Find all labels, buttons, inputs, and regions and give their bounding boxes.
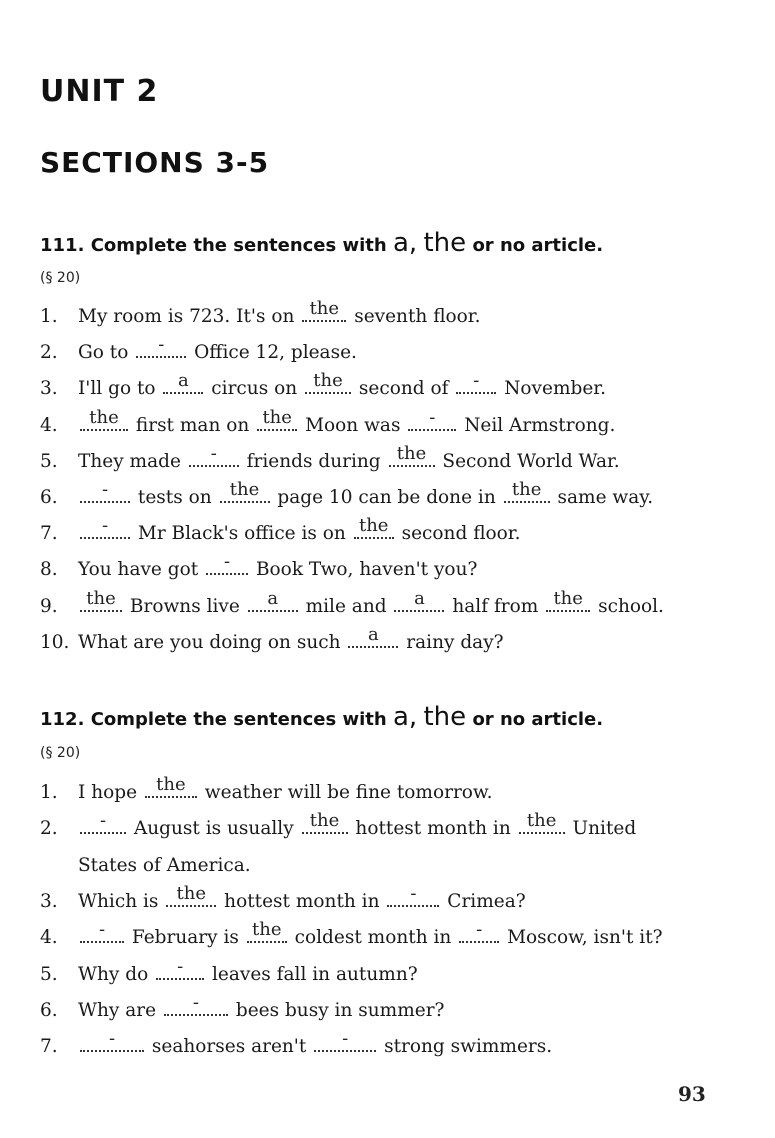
sentence-text: Why do: [78, 963, 155, 985]
handwritten-answer: the: [309, 810, 340, 832]
answer-blank[interactable]: [247, 919, 287, 943]
sentence-line: [40, 406, 616, 443]
handwritten-answer: -: [210, 442, 217, 464]
answer-blank[interactable]: [156, 955, 204, 980]
answer-blank[interactable]: [456, 370, 496, 394]
handwritten-answer: the: [262, 406, 292, 428]
handwritten-answer: -: [473, 370, 480, 392]
article-the-label: the: [423, 228, 467, 258]
handwritten-answer: the: [309, 298, 340, 319]
sentence-number: 3.: [40, 890, 58, 912]
sentence-line: [40, 810, 637, 846]
sentence-line: [40, 1028, 553, 1064]
sentence-line: [40, 587, 664, 624]
exercise-112-reference: (§ 20): [40, 745, 81, 761]
sentence-line: [40, 334, 357, 370]
handwritten-answer: -: [476, 919, 483, 941]
sentence-line: [40, 442, 620, 479]
answer-blank[interactable]: [546, 587, 590, 612]
sentence-number: 4.: [40, 414, 58, 436]
sentence-line: [40, 882, 526, 919]
sentence-line: [40, 919, 663, 955]
answer-blank[interactable]: [80, 479, 130, 503]
sentence-line: [40, 298, 481, 334]
sentence-number: 10.: [40, 631, 70, 653]
answer-blank[interactable]: [519, 810, 565, 834]
sentence-number: 7.: [40, 523, 58, 545]
handwritten-answer: -: [410, 882, 417, 904]
sentence-number: 1.: [40, 306, 58, 327]
answer-blank[interactable]: [220, 479, 270, 503]
page-number: 93: [678, 1082, 706, 1106]
answer-blank[interactable]: [394, 587, 444, 612]
handwritten-answer: the: [156, 774, 186, 795]
handwritten-answer: the: [511, 479, 542, 500]
sentence-text: friends during: [240, 450, 387, 472]
sentence-number: 6.: [40, 487, 58, 508]
sentence-text: Book Two, haven't you?: [250, 559, 478, 581]
sentence-text: circus on: [205, 378, 304, 400]
sentence-text: seahorses aren't: [146, 1036, 313, 1058]
sentence-number: 8.: [40, 559, 58, 581]
handwritten-answer: the: [313, 370, 343, 392]
exercise-111-heading: [40, 228, 603, 258]
answer-blank[interactable]: [80, 1028, 144, 1052]
article-a-label: a,: [393, 228, 418, 258]
sentence-text: They made: [78, 450, 187, 472]
sentence-line: [40, 370, 606, 406]
handwritten-answer: a: [267, 587, 279, 609]
answer-blank[interactable]: [80, 406, 128, 431]
handwritten-answer: -: [429, 406, 436, 428]
answer-blank[interactable]: [348, 623, 398, 648]
handwritten-answer: -: [177, 955, 184, 977]
sentence-text: Go to: [78, 342, 135, 364]
handwritten-answer: -: [108, 1028, 116, 1050]
sentence-text: November.: [498, 378, 606, 400]
answer-blank[interactable]: [305, 370, 351, 394]
handwritten-answer: a: [178, 370, 189, 392]
sentence-text: My room is 723. It's on: [78, 306, 301, 327]
handwritten-answer: -: [342, 1028, 349, 1050]
handwritten-answer: the: [86, 587, 116, 609]
sentence-text: I'll go to: [78, 378, 162, 400]
answer-blank[interactable]: [164, 991, 228, 1016]
sentence-text: States of America.: [78, 854, 251, 876]
sentence-text: school.: [592, 595, 664, 617]
handwritten-answer: -: [224, 551, 231, 573]
handwritten-answer: the: [358, 515, 389, 537]
exercise-instruction: Complete the sentences with: [90, 709, 387, 730]
handwritten-answer: the: [252, 919, 282, 941]
handwritten-answer: -: [101, 515, 109, 537]
handwritten-answer: -: [158, 334, 165, 356]
sentence-text: August is usually: [128, 818, 300, 840]
answer-blank[interactable]: [80, 587, 122, 612]
article-the-label: the: [423, 702, 467, 732]
answer-blank[interactable]: [206, 551, 248, 575]
sentence-text: leaves fall in autumn?: [206, 963, 418, 985]
sentence-text: Mr Black's office is on: [132, 523, 352, 545]
sentence-text: Crimea?: [441, 890, 526, 912]
answer-blank[interactable]: [387, 882, 439, 907]
answer-blank[interactable]: [408, 406, 456, 431]
answer-blank[interactable]: [459, 919, 499, 943]
answer-blank[interactable]: [302, 298, 346, 322]
sentence-text: What are you doing on such: [78, 631, 347, 653]
sentence-line: [40, 991, 445, 1028]
sentence-number: 5.: [40, 450, 58, 472]
sentence-line: [40, 515, 521, 551]
sentence-number: 4.: [40, 927, 58, 949]
answer-blank[interactable]: [136, 334, 186, 358]
exercise-number: 111.: [40, 235, 85, 256]
handwritten-answer: a: [414, 587, 425, 609]
sentence-text: hottest month in: [218, 890, 386, 912]
sentence-number: 5.: [40, 963, 58, 985]
answer-blank[interactable]: [389, 442, 435, 467]
sentence-text: Moon was: [299, 414, 407, 436]
answer-blank[interactable]: [504, 479, 550, 503]
sentence-text: Neil Armstrong.: [458, 414, 616, 436]
sentence-line: [40, 479, 654, 515]
exercise-111-reference: (§ 20): [40, 270, 81, 286]
sentence-text: page 10 can be done in: [271, 487, 502, 508]
sentence-number: 7.: [40, 1036, 58, 1058]
handwritten-answer: a: [368, 623, 379, 645]
sentence-number: 2.: [40, 342, 58, 364]
exercise-instruction-end: or no article.: [472, 235, 604, 256]
handwritten-answer: the: [176, 882, 207, 904]
section-title: SECTIONS 3-5: [40, 146, 270, 179]
sentence-text: weather will be fine tomorrow.: [198, 782, 493, 803]
sentence-text: February is: [126, 927, 245, 949]
sentence-line: [40, 774, 493, 810]
sentence-text: coldest month in: [288, 927, 458, 949]
sentence-text: Browns live: [124, 595, 246, 617]
answer-blank[interactable]: [257, 406, 297, 431]
sentence-text: Which is: [78, 890, 165, 912]
handwritten-answer: the: [553, 587, 583, 609]
handwritten-answer: the: [229, 479, 260, 500]
sentence-text: Office 12, please.: [188, 342, 357, 364]
answer-blank[interactable]: [189, 442, 239, 467]
sentence-text: Why are: [78, 999, 162, 1021]
sentence-number: 6.: [40, 999, 58, 1021]
answer-blank[interactable]: [166, 882, 216, 907]
answer-blank[interactable]: [80, 515, 130, 539]
exercise-112-heading: [40, 702, 603, 732]
sentence-line: [40, 551, 478, 587]
sentence-text: seventh floor.: [348, 306, 481, 327]
handwritten-answer: -: [98, 919, 106, 941]
sentence-text: Second World War.: [436, 450, 620, 472]
exercise-instruction: Complete the sentences with: [90, 235, 387, 256]
sentence-line: [40, 623, 504, 660]
handwritten-answer: the: [526, 810, 557, 832]
answer-blank[interactable]: [163, 370, 203, 394]
exercise-instruction-end: or no article.: [472, 709, 604, 730]
answer-blank[interactable]: [80, 810, 126, 834]
handwritten-answer: -: [192, 991, 200, 1013]
handwritten-answer: -: [101, 479, 109, 500]
answer-blank[interactable]: [80, 919, 124, 943]
sentence-text: second of: [353, 378, 455, 400]
sentence-text: I hope: [78, 782, 143, 803]
sentence-text: mile and: [299, 595, 393, 617]
sentence-text: You have got: [78, 559, 205, 581]
sentence-text: Moscow, isn't it?: [501, 927, 663, 949]
sentence-text: second floor.: [395, 523, 521, 545]
answer-blank[interactable]: [354, 515, 394, 539]
answer-blank[interactable]: [302, 810, 348, 834]
sentence-text: strong swimmers.: [378, 1036, 553, 1058]
handwritten-answer: the: [396, 442, 427, 464]
sentence-number: 2.: [40, 818, 58, 840]
sentence-text: half from: [446, 595, 545, 617]
unit-title: UNIT 2: [40, 74, 159, 109]
sentence-text: first man on: [130, 414, 256, 436]
handwritten-answer: the: [89, 406, 119, 428]
answer-blank[interactable]: [248, 587, 298, 612]
sentence-number: 1.: [40, 782, 58, 803]
sentence-text: tests on: [132, 487, 218, 508]
sentence-line: [40, 955, 418, 992]
sentence-text: bees busy in summer?: [229, 999, 445, 1021]
answer-blank[interactable]: [314, 1028, 376, 1052]
sentence-line: [40, 855, 251, 883]
sentence-number: 9.: [40, 595, 58, 617]
sentence-text: same way.: [551, 487, 654, 508]
exercise-number: 112.: [40, 709, 85, 730]
sentence-text: United: [566, 818, 637, 840]
answer-blank[interactable]: [145, 774, 197, 798]
sentence-text: rainy day?: [400, 631, 504, 653]
article-a-label: a,: [393, 702, 418, 732]
handwritten-answer: -: [99, 810, 107, 832]
sentence-number: 3.: [40, 378, 58, 400]
sentence-text: hottest month in: [349, 818, 517, 840]
